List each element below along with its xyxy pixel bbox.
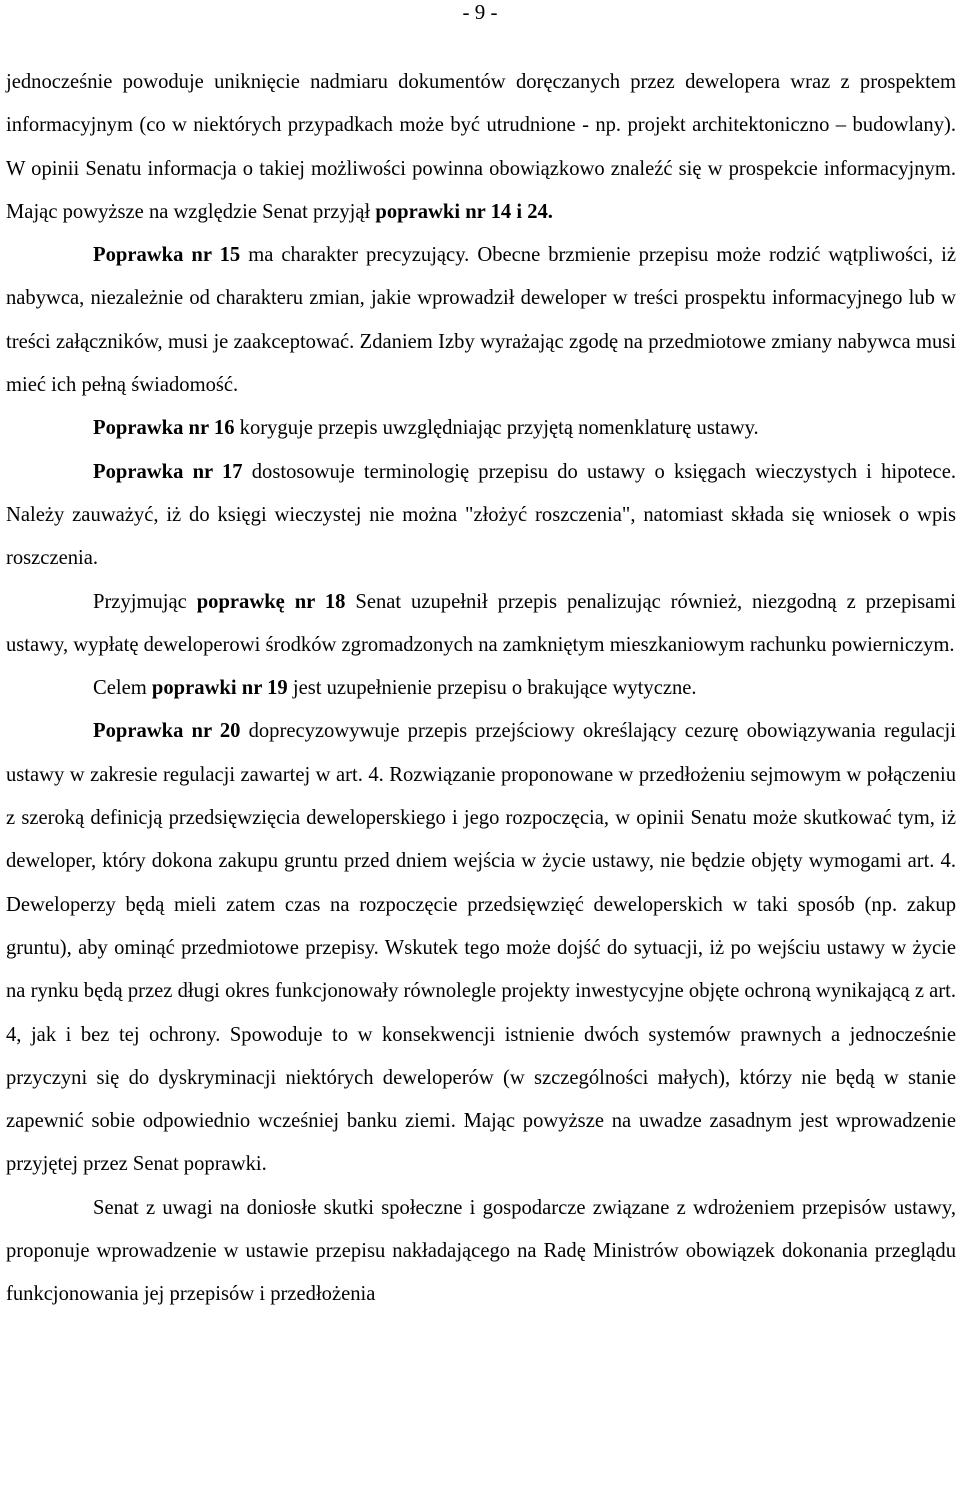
paragraph-7-text: doprecyzowywuje przepis przejściowy określający cezurę obowiązywania regulacji ustawy w zakresie regulacji zawartej w art. 4. Rozwiązanie proponowane w przedłożeniu sejmowym w połączeniu z szeroką definicją przedsięwzięcia deweloperskiego i jego rozpoczęcia, w opinii Senatu może skutkować tym, iż deweloper, który dokona zakupu gruntu przed dniem wejścia w życie ustawy, nie będzie objęty wymogami art. 4. Deweloperzy będą mieli zatem czas na rozpoczęcie przedsięwzięć deweloperskich w taki sposób (np. zakup gruntu), aby ominąć przedmiotowe przepisy. Wskutek tego może dojść do sytuacji, iż po wejściu ustawy w życie na rynku będą przez długi okres funkcjonowały równolegle projekty inwestycyjne objęte ochroną wynikającą z art. 4, jak i bez tej ochrony. Spowoduje to w konsekwencji istnienie dwóch systemów prawnych a jednocześnie przyczyni się do dyskryminacji niektórych deweloperów (w szczególności małych), którzy nie będą w stanie zapewnić sobie odpowiednio wcześniej banku ziemi. Mając powyższe na uwadze zasadnym jest wprowadzenie przyjętej przez Senat poprawki. [6, 720, 956, 1176]
paragraph-3-bold: Poprawka nr 16 [93, 417, 235, 440]
paragraph-2-bold: Poprawka nr 15 [93, 244, 241, 267]
paragraph-6-pre: Celem [93, 677, 152, 700]
paragraph-6-text: jest uzupełnienie przepisu o brakujące wytyczne. [287, 677, 697, 700]
paragraph-1-bold: poprawki nr 14 i 24. [375, 200, 553, 223]
paragraph-6-bold: poprawki nr 19 [151, 677, 288, 700]
paragraph-8-text: Senat z uwagi na doniosłe skutki społeczne i gospodarcze związane z wdrożeniem przepisów ustawy, proponuje wprowadzenie w ustawie przepisu nakładającego na Radę Ministrów obowiązek dokonania przeglądu funkcjonowania jej przepisów i przedłożenia [6, 1196, 956, 1306]
paragraph-1-text: jednocześnie powoduje uniknięcie nadmiaru dokumentów doręczanych przez dewelopera wraz z prospektem informacyjnym (co w niektórych przypadkach może być utrudnione - np. projekt architektoniczno – budowlany). W opinii Senatu informacja o takiej możliwości powinna obowiązkowo znaleźć się w prospekcie informacyjnym. Mając powyższe na względzie Senat przyjął [6, 71, 956, 223]
paragraph-8 [6, 1187, 956, 1317]
paragraph-3 [6, 407, 956, 450]
paragraph-5-text: Senat uzupełnił przepis penalizując również, niezgodną z przepisami ustawy, wypłatę deweloperowi środków zgromadzonych na zamkniętym mieszkaniowym rachunku powierniczym. [6, 590, 956, 656]
paragraph-5 [6, 581, 956, 668]
paragraph-5-bold: poprawkę nr 18 [196, 590, 346, 613]
paragraph-6 [6, 667, 956, 710]
paragraph-5-pre: Przyjmując [93, 590, 197, 613]
page-number: - 9 - [462, 0, 498, 24]
paragraph-4-text: dostosowuje terminologię przepisu do ustawy o księgach wieczystych i hipotece. Należy zauważyć, iż do księgi wieczystej nie można "złożyć roszczenia", natomiast składa się wniosek o wpis roszczenia. [6, 460, 956, 570]
paragraph-7-bold: Poprawka nr 20 [93, 720, 241, 743]
paragraph-4-bold: Poprawka nr 17 [93, 460, 243, 483]
paragraph-3-text: koryguje przepis uwzględniając przyjętą nomenklaturę ustawy. [234, 417, 759, 440]
paragraph-2 [6, 234, 956, 407]
paragraph-2-text: ma charakter precyzujący. Obecne brzmienie przepisu może rodzić wątpliwości, iż nabywca, niezależnie od charakteru zmian, jakie wprowadził deweloper w treści prospektu informacyjnego lub w treści załączników, musi je zaakceptować. Zdaniem Izby wyrażając zgodę na przedmiotowe zmiany nabywca musi mieć ich pełną świadomość. [6, 244, 956, 397]
paragraph-7 [6, 710, 956, 1186]
document-body [6, 61, 956, 1317]
paragraph-4 [6, 451, 956, 581]
paragraph-1 [6, 61, 956, 234]
